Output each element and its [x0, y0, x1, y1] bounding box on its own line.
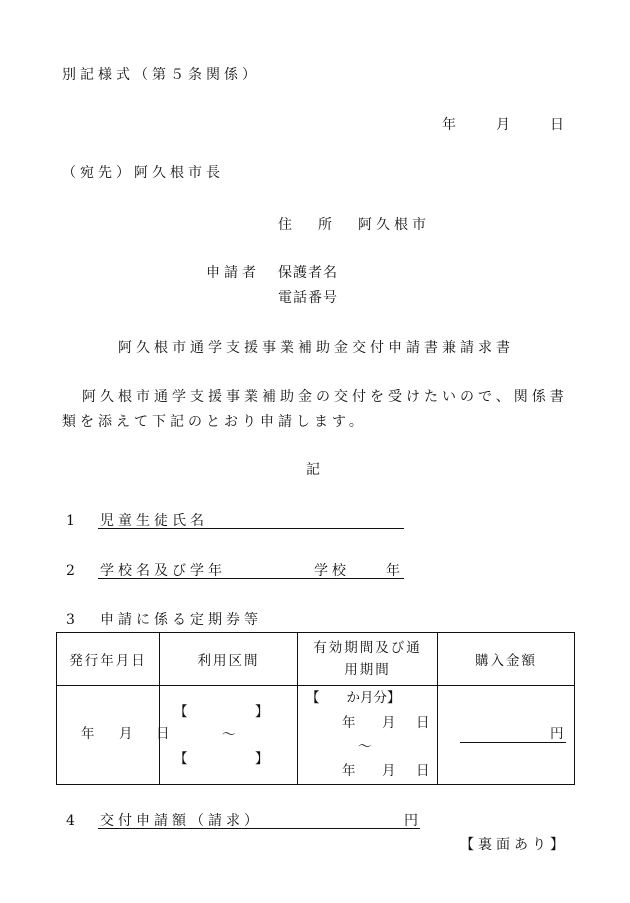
reverse-side-note: 【裏面あり】 [460, 837, 568, 853]
pass-table-row [57, 686, 575, 785]
guardian-name-label: 保護者名 [278, 265, 338, 281]
header-period-line1: 有効期間及び通 [313, 640, 422, 656]
item4-label: 交付申請額（請求） [100, 813, 262, 829]
form-label: 別記様式（第５条関係） [62, 67, 260, 83]
from-day: 日 [416, 715, 432, 731]
pass-table [56, 632, 575, 785]
issue-year: 年 [81, 726, 97, 742]
item3-label: 申請に係る定期券等 [100, 612, 262, 628]
amount-unit: 円 [550, 726, 566, 742]
document-title: 阿久根市通学支援事業補助金交付申請書兼請求書 [118, 340, 514, 356]
addressee: （宛先）阿久根市長 [62, 165, 224, 181]
date-month: 月 [496, 117, 510, 133]
route-from: 【 】 [174, 704, 269, 720]
header-route: 利用区間 [160, 633, 298, 686]
applicant-role-label: 申請者 [206, 265, 260, 281]
issue-month: 月 [119, 726, 135, 742]
item1-number: 1 [66, 513, 75, 529]
period-tilde: ～ [358, 739, 374, 755]
item4-number: 4 [66, 813, 75, 829]
item2-number: 2 [66, 563, 75, 579]
period-months: 【 か月分】 [306, 690, 401, 706]
route-tilde: ～ [222, 727, 238, 743]
pass-table-header-row [57, 633, 575, 686]
item3-number: 3 [66, 612, 75, 628]
from-year: 年 [342, 715, 358, 731]
to-month: 月 [382, 763, 398, 779]
date-year: 年 [442, 117, 456, 133]
item4-unit: 円 [404, 813, 418, 829]
header-issue-date: 発行年月日 [57, 633, 160, 686]
cell-amount [438, 686, 575, 785]
cell-route [160, 686, 298, 785]
header-amount: 購入金額 [438, 633, 575, 686]
body-line-1: 阿久根市通学支援事業補助金の交付を受けたいので、関係書 [82, 389, 568, 405]
item2-grade: 年 [386, 563, 400, 579]
to-year: 年 [342, 763, 358, 779]
item2-school: 学校 [314, 563, 350, 579]
address-value: 阿久根市 [358, 217, 430, 233]
header-period-line2: 用期間 [344, 662, 391, 678]
item2-label: 学校名及び学年 [100, 563, 226, 579]
to-day: 日 [416, 763, 432, 779]
from-month: 月 [382, 715, 398, 731]
cell-issue-date [57, 686, 172, 785]
phone-label: 電話番号 [278, 290, 338, 306]
route-to: 【 】 [174, 751, 269, 767]
header-period [298, 633, 438, 686]
body-line-2: 類を添えて下記のとおり申請します。 [62, 414, 367, 430]
address-label: 住 所 [278, 217, 338, 233]
date-day: 日 [550, 117, 564, 133]
issue-day: 日 [156, 726, 172, 742]
cell-period [298, 686, 438, 785]
ki-label: 記 [306, 462, 320, 478]
item1-label: 児童生徒氏名 [100, 513, 208, 529]
